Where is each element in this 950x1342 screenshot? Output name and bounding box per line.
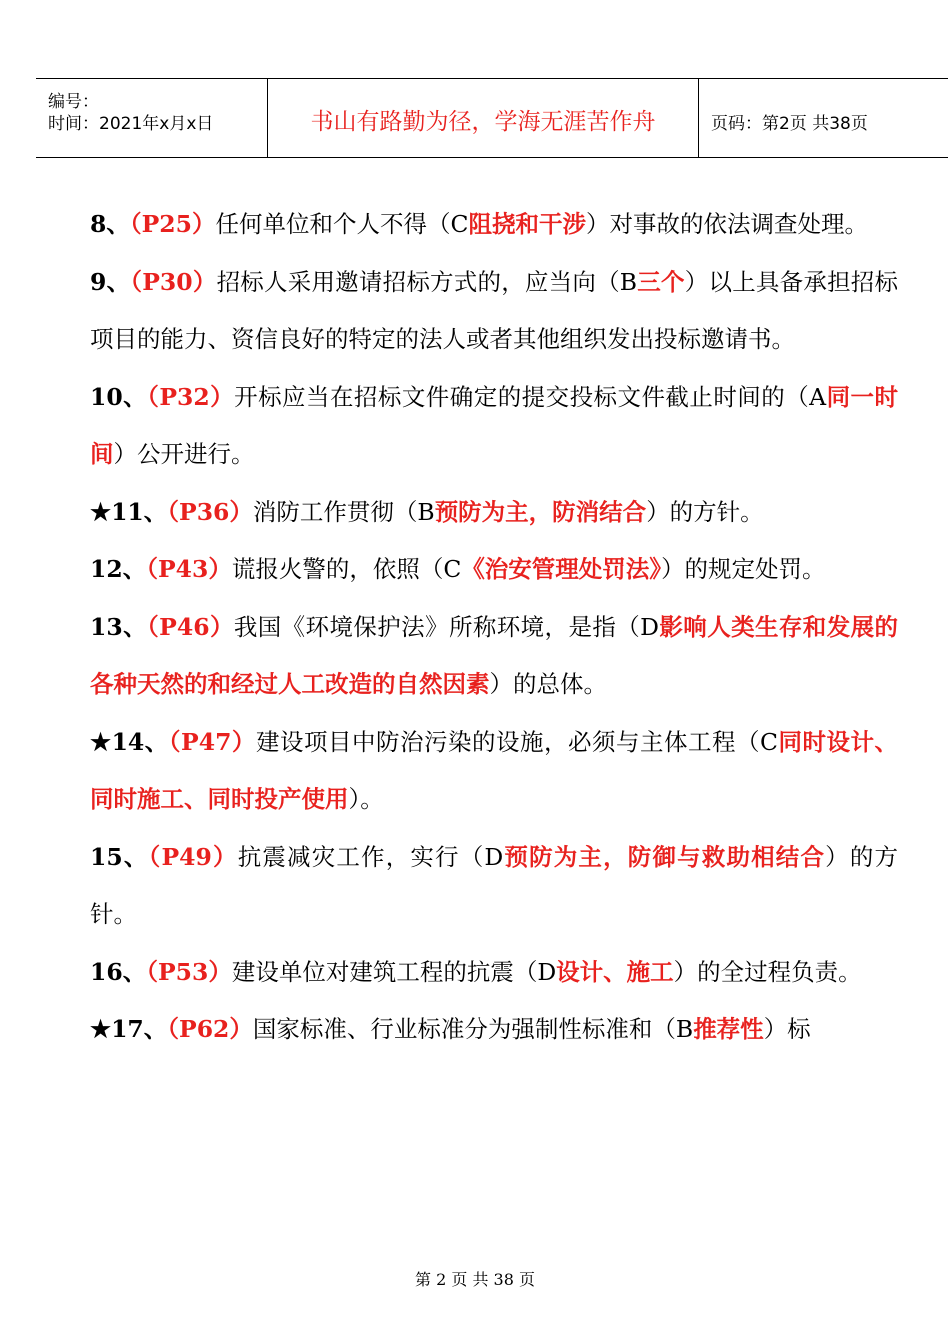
- answer-text: 预防为主，防御与救助相结合: [503, 842, 826, 871]
- question-item: [90, 829, 898, 944]
- document-number-label: 编号：: [48, 92, 99, 112]
- document-time-label: 时间：2021年x月x日: [48, 114, 214, 134]
- answer-text: 阻挠和干涉: [468, 210, 586, 238]
- answer-text: 三个: [637, 267, 685, 296]
- page-reference: （P46）: [147, 612, 234, 641]
- page-reference: （P30）: [130, 267, 217, 296]
- header-page-info: 页码：第2页 共38页: [711, 114, 868, 134]
- question-item: [90, 599, 898, 714]
- page-reference: （P49）: [148, 842, 238, 871]
- question-text: 建设单位对建筑工程的抗震（D: [231, 957, 557, 986]
- question-text: 招标人采用邀请招标方式的，应当向（B: [216, 267, 638, 296]
- page-reference: （P47）: [168, 727, 256, 756]
- answer-text: 推荐性: [693, 1015, 764, 1043]
- question-text: 建设项目中防治污染的设施，必须与主体工程（C: [255, 727, 778, 756]
- question-number: 14、: [111, 727, 169, 756]
- page-header: [36, 78, 948, 158]
- answer-text: 预防为主，防消结合: [434, 497, 647, 526]
- question-number: 9、: [90, 267, 131, 296]
- question-number: 10、: [90, 382, 148, 411]
- question-text: 谎报火警的，依照（C: [231, 555, 462, 583]
- answer-text: 同一时间: [90, 382, 899, 468]
- page-footer: 第 2 页 共 38 页: [415, 1270, 535, 1289]
- question-text-tail: ）以上具备承担招标项目的能力、资信良好的特定的法人或者其他组织发出投标邀请书。: [90, 267, 899, 353]
- header-motto-cell: [268, 79, 699, 157]
- question-text: 我国《环境保护法》所称环境，是指（D: [233, 612, 659, 641]
- header-page-cell: [699, 79, 948, 157]
- page-reference: （P43）: [146, 555, 232, 583]
- question-number: 8、: [90, 210, 130, 238]
- question-item: [90, 541, 898, 599]
- question-text-tail: ）的全过程负责。: [673, 957, 862, 986]
- question-item: [90, 484, 898, 542]
- answer-text: 《治安管理处罚法》: [461, 555, 662, 583]
- question-text: 抗震减灾工作，实行（D: [237, 842, 504, 871]
- question-text: 任何单位和个人不得（C: [215, 210, 469, 238]
- question-text: 消防工作贯彻（B: [252, 497, 435, 526]
- question-list: [90, 196, 898, 1059]
- question-item: [90, 714, 898, 829]
- question-number: 11、: [111, 497, 168, 526]
- question-text-tail: ）标: [763, 1015, 811, 1043]
- star-marker: ★: [90, 1015, 112, 1043]
- question-number: 15、: [90, 842, 149, 871]
- question-text-tail: ）。: [348, 785, 384, 813]
- question-text-tail: ）的方针。: [90, 842, 898, 928]
- page-reference: （P62）: [167, 1015, 253, 1043]
- question-item: [90, 254, 898, 369]
- page-reference: （P36）: [167, 497, 253, 526]
- question-text-tail: ）对事故的依法调查处理。: [585, 210, 868, 238]
- star-marker: ★: [90, 497, 112, 526]
- question-item: [90, 369, 898, 484]
- answer-text: 同时设计、同时施工、同时投产使用: [90, 727, 899, 813]
- question-number: 16、: [90, 957, 147, 986]
- question-text: 国家标准、行业标准分为强制性标准和（B: [252, 1015, 694, 1043]
- page-reference: （P32）: [147, 382, 235, 411]
- question-item: [90, 944, 898, 1002]
- question-text-tail: ）的总体。: [489, 670, 607, 698]
- question-number: 13、: [90, 612, 148, 641]
- answer-text: 设计、施工: [556, 957, 674, 986]
- question-item: [90, 196, 898, 254]
- answer-text: 影响人类生存和发展的各种天然的和经过人工改造的自然因素: [90, 612, 899, 698]
- question-text-tail: ）的方针。: [646, 497, 764, 526]
- page-reference: （P25）: [129, 210, 216, 238]
- question-item: [90, 1001, 898, 1059]
- header-motto: 书山有路勤为径，学海无涯苦作舟: [310, 109, 656, 135]
- question-number: 12、: [90, 555, 147, 583]
- question-text-tail: ）的规定处罚。: [661, 555, 826, 583]
- star-marker: ★: [90, 727, 112, 756]
- header-meta-cell: [36, 79, 268, 157]
- question-text-tail: ）公开进行。: [113, 440, 255, 468]
- page-reference: （P53）: [146, 957, 232, 986]
- question-text: 开标应当在招标文件确定的提交投标文件截止时间的（A: [234, 382, 827, 411]
- question-number: 17、: [111, 1015, 168, 1043]
